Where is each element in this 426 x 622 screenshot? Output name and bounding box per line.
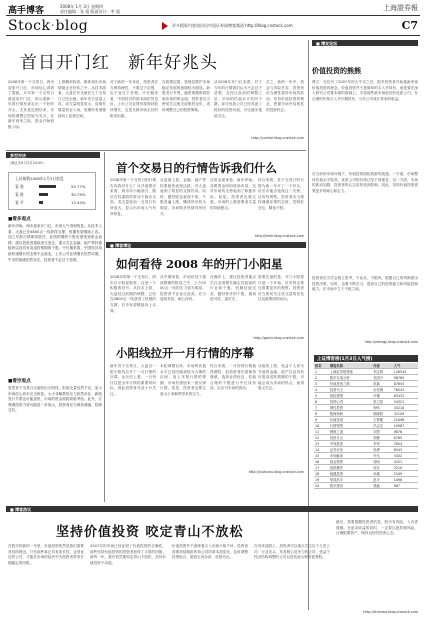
second-col4: 综合来看，首个交易日的行情为新一年开了一个好头，但后市能否延续这一走势，还有待观察。投资者应当保持谨慎乐观的态度，控制好仓位，精选个股。 bbox=[258, 178, 304, 210]
poll-label: 看 涨 bbox=[15, 184, 24, 189]
right-body1: 博文：在经历了2007年的大牛市之后，很多投资者开始重新审视价值投资的理念。价值投资并不是简单的买入并持有，而是要在深入研究公司基本面的基础上，寻找那些被市场低估的优质公司，在合理的价格买入并长期持有，分享公司成长带来的收益。 bbox=[312, 80, 418, 101]
table-header-cell: 人气 bbox=[393, 363, 418, 369]
poll-bar-down bbox=[39, 193, 48, 196]
table-cell: 987 bbox=[393, 483, 418, 489]
table-cell: 赵平 bbox=[372, 477, 393, 483]
bull-title: ■看多观点 bbox=[8, 217, 31, 222]
poll-question: 上证指数2008年1月3日收盘 bbox=[15, 176, 64, 181]
table-cell: 王利敏 bbox=[372, 417, 393, 423]
right-body3: 投资者应当学会独立思考，不盲从、不跟风，根据自己的判断做出投资决策。同时，也要不断学习，提高自己的投资能力和风险控制能力，在市场中立于不败之地。 bbox=[312, 276, 418, 292]
table-cell: 刘思 bbox=[372, 429, 393, 435]
poll-subtitle: （截止到1月2日20:00） bbox=[8, 161, 46, 165]
sidebar-divider bbox=[104, 152, 105, 502]
table-cell[interactable]: 波段操作 bbox=[329, 465, 372, 471]
table-cell[interactable]: 行情观察 bbox=[329, 423, 372, 429]
third-col3: 在操作上，建议投资者重点关注业绩增长确定性较高的行业和个股，回避估值过高、题材炒作的个股，做到进可攻、退可守。 bbox=[210, 275, 256, 302]
hot-section-bar bbox=[106, 242, 306, 248]
second-col3: 从资金面来看，新年伊始，各路资金纷纷进场布局，这对市场的走势起到了积极作用。但是，投资者也要注意，市场的上涨需要成交量的持续配合。 bbox=[210, 178, 256, 210]
table-header-cell: 作者 bbox=[372, 363, 393, 369]
divider bbox=[6, 150, 306, 151]
masthead bbox=[8, 3, 418, 15]
table-cell[interactable]: 价值发现 bbox=[329, 417, 372, 423]
table-cell[interactable]: 证券评论 bbox=[329, 447, 372, 453]
table-cell[interactable]: 投资心得 bbox=[329, 399, 372, 405]
poll-value: 30.79% bbox=[71, 192, 86, 197]
right-body2: 在当前的市场环境下，价值投资面临着新的挑战。一方面，市场整体估值水平较高，优质公司的价格已经不再便宜；另一方面，市场的波动加剧，投资者的心态容易受到影响。因此，坚持价值投资需要更多的耐心和定力。 bbox=[312, 172, 418, 193]
top-col4: 在政策层面，管理层维护市场稳定发展的意图较为明显。新股发行节奏、融资规模都将影响市场的资金面，投资者应当密切关注相关政策的变化，适时调整自己的投资策略。 bbox=[162, 80, 210, 112]
fourth-col2: 本轮调整以来，市场的估值水平已经回落到较为合理的区间，加上年报行情的预期，市场有望迎来一波反弹行情。但是，投资者也要注意大小非解禁带来的压力。 bbox=[160, 364, 206, 396]
blog-ranking-table bbox=[314, 363, 418, 489]
table-cell[interactable]: 股海扬帆 bbox=[329, 411, 372, 417]
table-cell: 43210 bbox=[393, 405, 418, 411]
table-cell: 76543 bbox=[393, 387, 418, 393]
arrow-icon bbox=[162, 22, 168, 30]
second-col2: 从盘面上看，金融、地产等权重板块表现活跃，对大盘起到了明显的支撑作用。同时，题材股也表现不俗，个股普遍上涨，赚钱效应较为明显，市场做多热情有所回升。 bbox=[160, 178, 206, 216]
poll-bar-up bbox=[39, 185, 56, 188]
top-url[interactable]: http://yunhai.blog.cnstock.com bbox=[251, 136, 304, 140]
right-section-bar bbox=[312, 40, 418, 46]
top-headline: 首日开门红 新年好兆头 bbox=[20, 53, 218, 73]
table-cell[interactable]: 中线投资 bbox=[329, 441, 372, 447]
bear-title: ■看空观点 bbox=[8, 379, 31, 384]
table-cell[interactable]: 理财之道 bbox=[329, 429, 372, 435]
table-cell: 21098 bbox=[393, 417, 418, 423]
table-cell: 陈晓阳 bbox=[372, 411, 393, 417]
table-header-cell: 博客名称 bbox=[329, 363, 372, 369]
poll-value: 55.77% bbox=[71, 184, 86, 189]
table-cell[interactable]: 财经观察 bbox=[329, 393, 372, 399]
fourth-headline: 小阳线拉开一月行情的序幕 bbox=[116, 346, 254, 360]
table-cell[interactable]: 价值投资之路 bbox=[329, 381, 372, 387]
table-cell: 7 bbox=[314, 405, 329, 411]
paper-logo: 上海證券報 bbox=[383, 4, 418, 12]
header-band bbox=[6, 15, 420, 36]
table-cell: 3210 bbox=[393, 465, 418, 471]
table-cell: 5 bbox=[314, 393, 329, 399]
fourth-col1: 新年首个交易日，大盘以一根小阳线拉开了一月行情的序幕。从历史上看，一月份往往是全年行情的重要风向标，因此投资者对此十分关注。 bbox=[110, 364, 156, 396]
table-cell: 杨勇 bbox=[372, 447, 393, 453]
fifth-col4: 在具体选股上，投资者可以重点关注以下几类公司：行业龙头、具有核心竞争力的公司、受益于经济结构调整的公司以及估值合理的蓝筹股。 bbox=[254, 544, 330, 560]
table-cell: 冯志宏 bbox=[372, 423, 393, 429]
table-cell: 4321 bbox=[393, 459, 418, 465]
table-cell: 17 bbox=[314, 465, 329, 471]
poll-value: 13.44% bbox=[71, 200, 86, 205]
table-cell: 李华 bbox=[372, 441, 393, 447]
table-cell: 19 bbox=[314, 477, 329, 483]
top-col1: 2008年第一个交易日，两市迎来开门红，市场信心得到了提振。开年第一个交易日就迎来开门红，预示着新一年的行情有望走出一个好的开头。尤其是近期以来，市场的调整已经较为充分，在新年到来之际，资金开始积极入场。 bbox=[8, 80, 54, 129]
right-section-label: ■ 博友论坛 bbox=[316, 40, 338, 46]
fifth-url[interactable]: http://shenma.blog.cnstock.com bbox=[363, 610, 418, 614]
second-headline: 首个交易日的行情告诉我们什么 bbox=[116, 161, 277, 175]
table-cell: 吴国平 bbox=[372, 375, 393, 381]
table-cell[interactable]: 市场解读 bbox=[329, 453, 372, 459]
title-dot: · bbox=[50, 18, 56, 34]
table-cell: 1098 bbox=[393, 477, 418, 483]
table-title: 上证博客榜(1月3日人气榜) bbox=[317, 357, 373, 362]
table-cell: 126543 bbox=[393, 369, 418, 375]
table-cell: 许凡 bbox=[372, 453, 393, 459]
table-cell: 32109 bbox=[393, 411, 418, 417]
column-divider bbox=[308, 40, 309, 610]
table-cell: 87654 bbox=[393, 381, 418, 387]
poll-box bbox=[8, 172, 96, 210]
table-cell: 11 bbox=[314, 429, 329, 435]
table-cell[interactable]: 上海证券报博客 bbox=[329, 369, 372, 375]
table-cell: 10 bbox=[314, 423, 329, 429]
table-row bbox=[314, 483, 418, 489]
title-right: blog bbox=[55, 18, 89, 34]
table-cell: 1 bbox=[314, 369, 329, 375]
table-cell: 20 bbox=[314, 483, 329, 489]
table-cell: 5432 bbox=[393, 453, 418, 459]
table-cell: 2 bbox=[314, 375, 329, 381]
table-cell[interactable]: 基金观察 bbox=[329, 459, 372, 465]
poll-label: 看 平 bbox=[15, 200, 24, 205]
poll-label: 看 跌 bbox=[15, 192, 24, 197]
date-line: 2008年 1月 3日 星期四 bbox=[60, 4, 104, 9]
table-cell: 8 bbox=[314, 411, 329, 417]
table-cell: 14 bbox=[314, 447, 329, 453]
table-cell[interactable]: 股市漫谈 bbox=[329, 483, 372, 489]
fourth-url[interactable]: http://lushuwu.blog.cnstock.com bbox=[248, 470, 304, 474]
table-cell: 何东 bbox=[372, 465, 393, 471]
table-cell: 9 bbox=[314, 417, 329, 423]
table-cell: 余岳桐 bbox=[372, 387, 393, 393]
title-left: Stock bbox=[8, 18, 51, 34]
bottom-section-label: ■ 博客热议 bbox=[10, 506, 32, 512]
table-cell: 13 bbox=[314, 441, 329, 447]
table-cell: 8765 bbox=[393, 435, 418, 441]
table-cell: 李志林 bbox=[372, 369, 393, 375]
hot-section-label: ■ 博客博论 bbox=[110, 242, 132, 248]
table-header-cell: 排名 bbox=[314, 363, 329, 369]
table-cell[interactable]: 股市实战分析 bbox=[329, 375, 372, 381]
third-col2: 从中期来看，市场仍处于震荡整理的格局之中，上方5500点一线的压力较为明显。投资者不宜盲目追高，应当逢低布局，耐心持有。 bbox=[160, 275, 206, 302]
table-cell: 4 bbox=[314, 387, 329, 393]
table-cell: 6 bbox=[314, 399, 329, 405]
editors-line: 责任编辑：张 旭 版面设计：李 超 bbox=[60, 9, 120, 14]
table-cell[interactable]: 稳健投资 bbox=[329, 471, 372, 477]
page-number: C7 bbox=[401, 19, 418, 32]
stock-blog-title bbox=[8, 18, 88, 34]
top-col6: 总之，新的一年中，机会与风险并存，投资者应当理性看待市场的波动，坚持价值投资的理念，把握市场中结构性的投资机会。 bbox=[266, 80, 304, 112]
table-cell: 98765 bbox=[393, 375, 418, 381]
third-url[interactable]: http://ganlu.blog.cnstock.com bbox=[253, 336, 304, 340]
right-url[interactable]: http://zhengji.blog.cnstock.com bbox=[364, 340, 418, 344]
fifth-headline: 坚持价值投资 咬定青山不放松 bbox=[56, 525, 244, 540]
right-headline: 价值投资的熊熊 bbox=[312, 66, 361, 75]
top-col5: 从2008年开门红来看，对于今年的行情我们认为不必过于悲观，在经过此前的调整之后，市场的估值水平有所下降，部分优质公司已经具备了较好的投资价值，可以逐步逢低关注。 bbox=[214, 80, 262, 118]
bull-text: 新年伊始，两市迎来开门红，市场人气得到恢复。从技术上看，大盘已在4800点一线获得支撑，短期有望继续上攻。加之年报行情即将展开，业绩预增的个股有望受到资金追捧，建议投资者逢低适当加仓，重点关注金融、地产等权重板块以及具有高送转预期的个股。中长期来看，中国经济持续快速增长的态势不会改变，上市公司业绩增长依然可期，牛市的基础依然存在，投资者不必过于悲观。 bbox=[8, 224, 102, 262]
table-cell: 16 bbox=[314, 459, 329, 465]
table-cell: 孙健 bbox=[372, 471, 393, 477]
fifth-col5: 最后，需要提醒投资者的是，股市有风险，入市需谨慎。在追求收益的同时，一定要注意控制风险，合理配置资产，保持良好的投资心态。 bbox=[336, 520, 418, 536]
table-cell: 3 bbox=[314, 381, 329, 387]
second-col1: 2008年第一个交易日的行情告诉我们什么？从开盘情况来看，两市均小幅高开，随后在权重股的带动下稳步走高，成交量较前一交易日有所放大，显示出市场人气有所恢复。 bbox=[110, 178, 156, 216]
table-cell: 钱毅 bbox=[372, 483, 393, 489]
header-tagline: 更多精彩内容请访问中国证券网博客频道 http://blog.cnstock.com bbox=[172, 23, 293, 28]
bear-text: 虽然首个交易日大盘收出小阳线，但成交量仍然不足，显示市场信心尚未完全恢复。大小非解禁的压力依然存在，新股发行节奏也可能加快，市场的资金面将面临考验。此外，宏观调控的力度可能进一步加大，投资者应当保持谨慎，控制仓位。 bbox=[8, 386, 102, 413]
table-cell: 9876 bbox=[393, 429, 418, 435]
table-cell: 7654 bbox=[393, 441, 418, 447]
second-url[interactable]: http://leshi.blog.cnstock.com bbox=[254, 234, 304, 238]
poll-bar-flat bbox=[39, 201, 43, 204]
table-title-bar bbox=[314, 355, 418, 362]
table-cell: 但斌 bbox=[372, 381, 393, 387]
third-col4: 需要注意的是，开门小阳星只是一个开始，后市的走势还需要更多的观察。投资者应当密切关注成交量的变化以及政策面的动向。 bbox=[258, 275, 304, 302]
table-cell: 18 bbox=[314, 471, 329, 477]
table-cell: 叶檀 bbox=[372, 393, 393, 399]
date-info bbox=[60, 4, 120, 14]
table-cell: 12 bbox=[314, 435, 329, 441]
table-cell[interactable]: 短线高手 bbox=[329, 477, 372, 483]
table-cell: 钟鸣 bbox=[372, 405, 393, 411]
table-cell: 15 bbox=[314, 453, 329, 459]
third-headline: 如何看待 2008 年的开门小阳星 bbox=[116, 257, 283, 271]
table-cell[interactable]: 趋势为王 bbox=[329, 387, 372, 393]
table-cell: 54321 bbox=[393, 399, 418, 405]
table-cell: 6543 bbox=[393, 447, 418, 453]
third-col1: 2008年的第一个交易日，两市以小阳星报收，这是一个积极的信号。从技术上看，大盘经过前期的调整，已经在4800点一线获得了较强的支撑，后市有望继续向上反弹。 bbox=[110, 275, 156, 313]
table-cell[interactable]: 理性投资 bbox=[329, 405, 372, 411]
sidebar-section-bar bbox=[6, 152, 100, 158]
section-name: 高手博客 bbox=[8, 6, 45, 16]
fifth-col2: 2007年的市场已经证明了价值投资的正确性，那些坚持价值投资的投资者获得了丰厚的回报。新的一年，我们依然要咬定青山不放松，坚持价值投资不动摇。 bbox=[90, 544, 166, 565]
fifth-col3: 价值投资并不意味着买入后就不闻不问，投资者需要持续跟踪所持公司的基本面变化，及时调整投资组合，做到去伪存真、优胜劣汰。 bbox=[172, 544, 248, 560]
table-cell: 胡俊 bbox=[372, 435, 393, 441]
table-cell: 65432 bbox=[393, 393, 418, 399]
table-cell: 10987 bbox=[393, 423, 418, 429]
table-cell: 2109 bbox=[393, 471, 418, 477]
fourth-col4: 从板块上看，受益于人民币升值的金融、地产以及具有年报高送转预期的个股，可能会成为市场的热点，值得重点关注。 bbox=[258, 364, 304, 391]
fifth-col1: 在股市的新的一年里，价值投资依然是我们需要坚持的理念。只有那些真正具有成长性、业绩优良的公司，才能在市场的起伏中为投资者带来长期稳定的回报。 bbox=[8, 544, 84, 565]
sidebar-section-label: 多空对决 bbox=[10, 152, 26, 158]
top-col3: 对于新的一年来说，投资者应当保持理性，不要过于乐观，也不宜过于悲观。中长期来看，中国经济的基本面依然良好，上市公司业绩仍将保持较快增长，这是支撑市场走好的根本因素。 bbox=[110, 80, 158, 118]
bottom-section-bar bbox=[6, 506, 418, 512]
table-cell: 张卫星 bbox=[372, 399, 393, 405]
fourth-col3: 综合来看，一月份的行情值得期待，但投资者仍需保持谨慎，选择业绩优良、估值合理的个股进行中长线布局，以应对市场的波动。 bbox=[210, 364, 256, 391]
table-cell: 周明 bbox=[372, 459, 393, 465]
table-cell[interactable]: 投资日记 bbox=[329, 435, 372, 441]
top-col2: 上涨概率较高，都体现出市场情绪正在好转之中。从技术面看，大盘在年末最后几个交易日已经企稳，新年首日放量上攻，成交量明显放大，说明有增量资金入场，短期仍有望继续向上拓展空间。 bbox=[58, 80, 106, 118]
